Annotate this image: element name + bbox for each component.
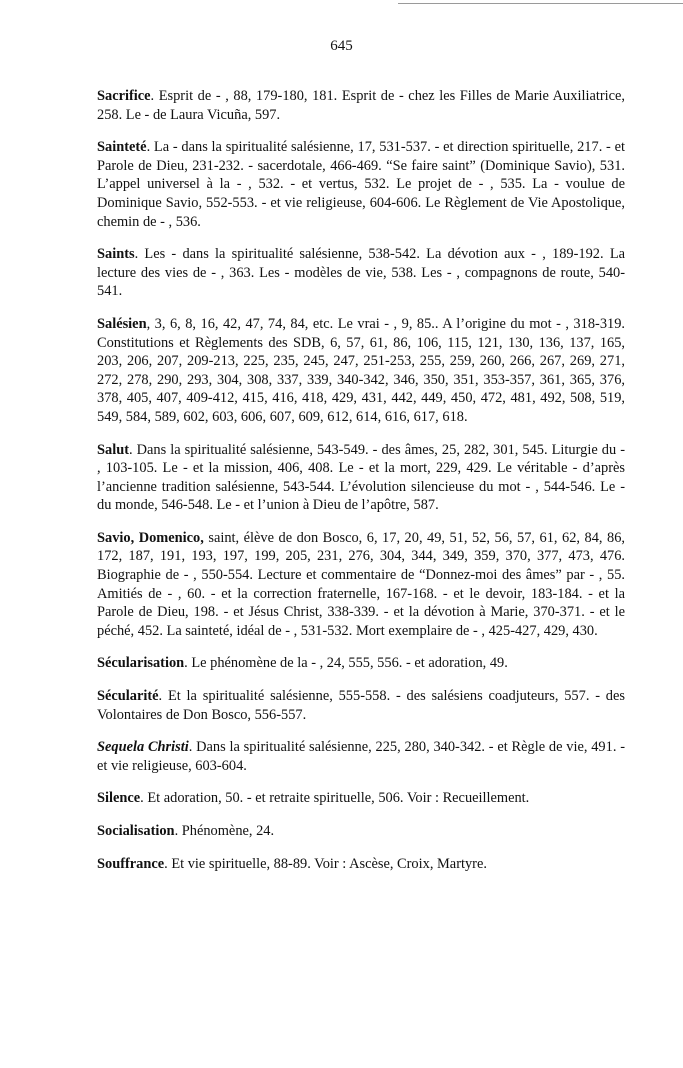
entry-heading: Sainteté [97, 139, 147, 156]
index-entry-savio-domenico [97, 529, 625, 641]
entry-heading: Socialisation [97, 823, 175, 839]
entry-heading: Sécularisation [97, 655, 185, 672]
entry-text: . Et adoration, 50. - et retraite spirituelle, 506. Voir : Recueillement. [140, 790, 530, 807]
entry-heading: Salésien [97, 315, 147, 332]
entry-heading: Salut [97, 441, 129, 458]
page-number: 645 [330, 38, 353, 54]
index-entry-socialisation [97, 822, 625, 841]
index-entry-sequela-christi [97, 738, 625, 775]
entry-text: saint, élève de don Bosco, 6, 17, 20, 49, 51, 52, 56, 57, 61, 62, 84, 86, 172, 187, 191, 193, 197, 199, 205, 231, 276, 304, 344, 349, 359, 370, 377, 473, 476. Biographie de - , 550-554. Lecture et commentaire de “Donnez-moi des âmes” par - , 55. Amitiés de - , 60. - et la correction fraternelle, 167-168. - et le devoir, 183-184. - et la Parole de Dieu, 198. - et Jésus Christ, 338-339. - et la dévotion à Marie, 370-371. - et le péché, 452. La sainteté, idéal de - , 531-532. Mort exemplaire de - , 425-427, 429, 430. [97, 529, 625, 639]
entry-heading: Silence [97, 790, 141, 807]
index-entry-salut [97, 441, 625, 515]
index-entries [97, 87, 625, 887]
entry-text: , 3, 6, 8, 16, 42, 47, 74, 84, etc. Le vrai - , 9, 85.. A l’origine du mot - , 318-319. Constitutions et Règlements des SDB, 6, 57, 61, 86, 106, 115, 121, 130, 136, 137, 165, 203, 206, 207, 209-213, 225, 235, 245, 247, 251-253, 255, 259, 260, 266, 267, 269, 271, 272, 278, 290, 293, 304, 308, 337, 339, 340-342, 346, 350, 351, 353-357, 361, 365, 376, 378, 405, 407, 409-412, 415, 416, 418, 429, 431, 442, 449, 450, 472, 481, 492, 508, 519, 549, 584, 589, 602, 603, 606, 607, 609, 612, 614, 616, 617, 618. [97, 315, 625, 425]
entry-heading: Souffrance [97, 855, 165, 872]
entry-text: . Dans la spiritualité salésienne, 543-549. - des âmes, 25, 282, 301, 545. Liturgie du - , 103-105. Le - et la mission, 406, 408. Le - et la mort, 229, 429. Le véritable - d’après l’ancienne tradition salésienne, 543-544. L’évolution silencieuse du mot - , 544-546. Le - du monde, 546-548. Le - et l’union à Dieu de l’apôtre, 587. [97, 441, 625, 514]
index-entry-secularisation [97, 654, 625, 673]
entry-text: . La - dans la spiritualité salésienne, 17, 531-537. - et direction spirituelle, 217. - et Parole de Dieu, 231-232. - sacerdotale, 466-469. “Se faire saint” (Dominique Savio), 531. L’appel universel à la - , 532. - et vertus, 532. Le projet de - , 535. La - voulue de Dominique Savio, 552-553. - et vie religieuse, 604-606. Le Règlement de Vie Apostolique, chemin de - , 536. [97, 139, 625, 230]
entry-text: . Phénomène, 24. [174, 823, 275, 839]
entry-heading: Saints [97, 246, 135, 263]
index-entry-silence [97, 789, 625, 808]
entry-text: . Dans la spiritualité salésienne, 225, 280, 340-342. - et Règle de vie, 491. - et vie religieuse, 603-604. [97, 739, 625, 774]
entry-heading: Sacrifice [97, 88, 151, 104]
entry-text: . Esprit de - , 88, 179-180, 181. Esprit de - chez les Filles de Marie Auxiliatrice, 258. Le - de Laura Vicuña, 597. [97, 88, 625, 123]
index-entry-secularite [97, 687, 625, 724]
entry-text: . Et la spiritualité salésienne, 555-558. - des salésiens coadjuteurs, 557. - des Volontaires de Don Bosco, 556-557. [97, 688, 625, 723]
index-entry-salesien [97, 315, 625, 427]
index-entry-saints [97, 245, 625, 301]
entry-text: . Les - dans la spiritualité salésienne, 538-542. La dévotion aux - , 189-192. La lecture des vies de - , 363. Les - modèles de vie, 538. Les - , compagnons de route, 540-541. [97, 246, 625, 300]
entry-text: . Le phénomène de la - , 24, 555, 556. - et adoration, 49. [184, 655, 508, 672]
entry-heading: Sequela Christi [97, 739, 189, 756]
entry-heading: Savio, Domenico, [97, 529, 204, 546]
index-entry-saintete [97, 138, 625, 231]
entry-text: . Et vie spirituelle, 88-89. Voir : Ascèse, Croix, Martyre. [164, 855, 487, 872]
index-entry-sacrifice [97, 87, 625, 124]
top-rule [398, 3, 683, 4]
index-entry-souffrance [97, 855, 625, 874]
entry-heading: Sécularité [97, 688, 159, 705]
